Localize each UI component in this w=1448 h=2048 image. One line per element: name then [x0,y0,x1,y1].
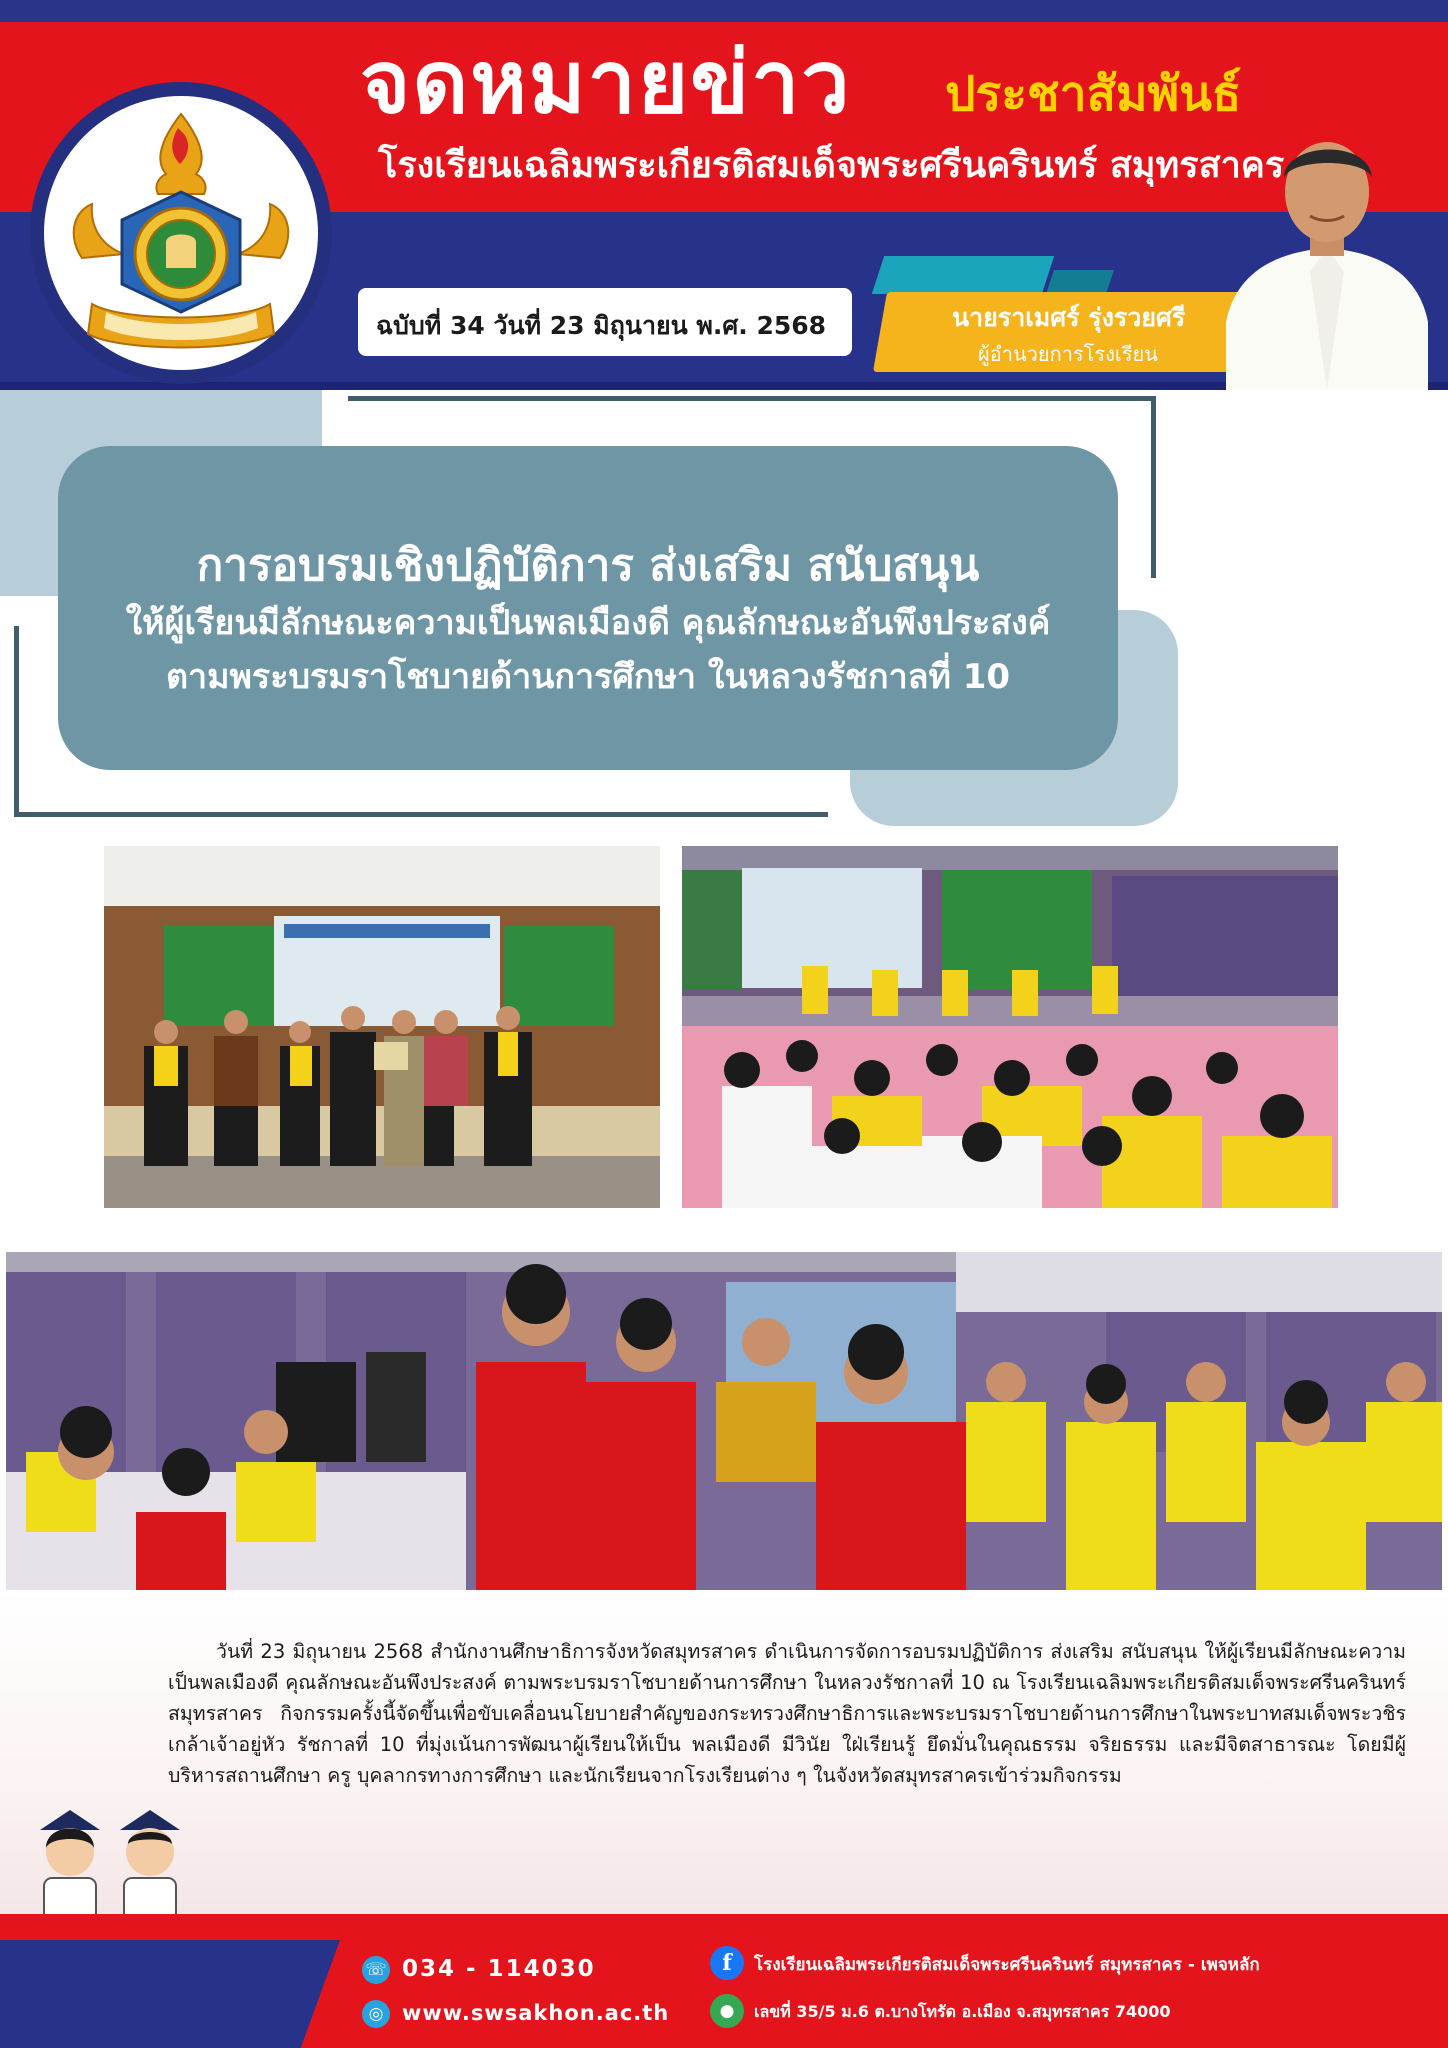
footer-phone[interactable]: 034 - 114030 [402,1956,596,1982]
footer-address: เลขที่ 35/5 ม.6 ต.บางโทรัด อ.เมือง จ.สมุทรสาคร 74000 [754,2002,1171,2021]
director-role: ผู้อำนวยการโรงเรียน [978,342,1158,366]
headline-line-2: ให้ผู้เรียนมีลักษณะความเป็นพลเมืองดี คุณลักษณะอันพึงประสงค์ [125,603,1051,643]
headline-line-1: การอบรมเชิงปฏิบัติการ ส่งเสริม สนับสนุน [196,540,980,591]
photo-student-activity [6,1252,1442,1590]
phone-icon: ☏ [362,1956,390,1984]
facebook-icon: f [710,1946,744,1980]
school-name: โรงเรียนเฉลิมพระเกียรติสมเด็จพระศรีนครินทร์ สมุทรสาคร [378,145,1285,186]
newsletter-title: จดหมายข่าว [360,33,852,133]
headline-line-3: ตามพระบรมราโชบายด้านการศึกษา ในหลวงรัชกาลที่ 10 [165,657,1011,697]
decor-line [14,812,828,817]
decor-line [14,626,19,817]
director-portrait [1226,122,1428,390]
director-name: นายราเมศร์ รุ่งรวยศรี [952,303,1186,332]
header-top-strip [0,0,1448,22]
footer-accent [0,1940,340,2048]
name-tag-accent-dark [1046,270,1114,294]
newsletter-subtitle: ประชาสัมพันธ์ [945,66,1242,122]
issue-date: ฉบับที่ 34 วันที่ 23 มิถุนายน พ.ศ. 2568 [376,311,827,340]
article-body: วันที่ 23 มิถุนายน 2568 สำนักงานศึกษาธิการจังหวัดสมุทรสาคร ดำเนินการจัดการอบรมปฏิบัติการ ส่งเสริม สนับสนุน ให้ผู้เรียนมีลักษณะความเป็นพลเมืองดี คุณลักษณะอันพึงประสงค์ ตามพระบรมราโชบายด้านการศึกษา ในหลวงรัชกาลที่ 10 ณ โรงเรียนเฉลิมพระเกียรติสมเด็จพระศรีนครินทร์ สมุทรสาคร กิจกรรมครั้งนี้จัดขึ้นเพื่อขับเคลื่อนนโยบายสำคัญของกระทรวงศึกษาธิการและพระบรมราโชบายด้านการศึกษาในพระบาทสมเด็จพระวชิรเกล้าเจ้าอยู่หัว รัชกาลที่ 10 ที่มุ่งเน้นการพัฒนาผู้เรียนให้เป็น พลเมืองดี มีวินัย ใฝ่เรียนรู้ ยึดมั่นในคุณธรรม จริยธรรม และมีจิตสาธารณะ โดยมีผู้บริหารสถานศึกษา ครู บุคลากรทางการศึกษา และนักเรียนจากโรงเรียนต่าง ๆ ในจังหวัดสมุทรสาครเข้าร่วมกิจกรรม [168,1640,1407,1787]
name-tag-accent [872,256,1054,294]
school-emblem-icon [62,108,300,358]
footer-facebook[interactable]: โรงเรียนเฉลิมพระเกียรติสมเด็จพระศรีนครินทร์ สมุทรสาคร - เพจหลัก [754,1955,1260,1975]
decor-line [348,396,1156,401]
footer-website[interactable]: www.swsakhon.ac.th [402,2001,670,2025]
location-pin-icon: ● [710,1994,744,2028]
decor-line [1151,396,1156,578]
photo-students-seated [682,846,1338,1208]
issue-box [358,288,852,356]
photo-award-ceremony [104,846,660,1208]
globe-icon: ◎ [362,2000,390,2028]
headline-banner [58,446,1118,770]
